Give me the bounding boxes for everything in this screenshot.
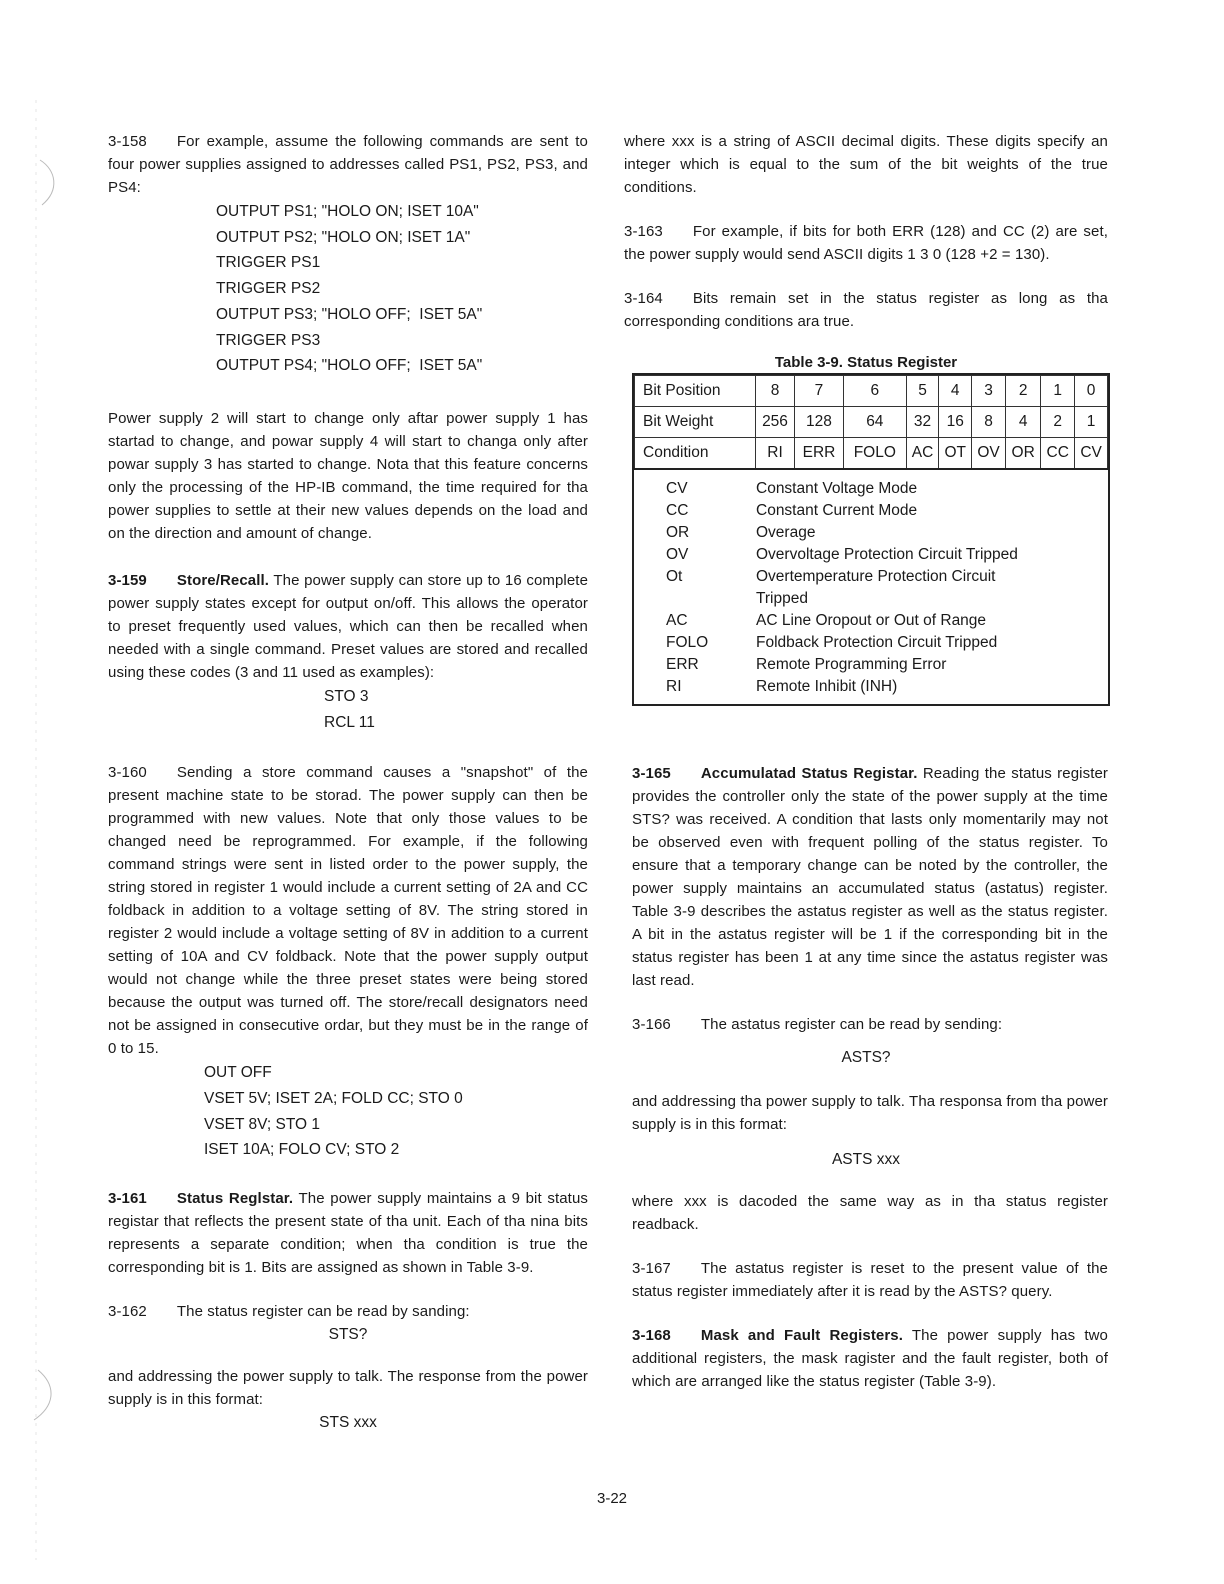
table-cell: FOLO [843, 438, 906, 470]
command-list [108, 199, 588, 379]
command-line: TRIGGER PS1 [216, 254, 321, 272]
table-cell: 8 [972, 407, 1006, 438]
paragraph-title: Store/Recall. [176, 571, 270, 589]
legend-abbr: Ot [666, 568, 683, 585]
table-cell: 128 [795, 407, 844, 438]
legend-item [666, 522, 1108, 544]
table-cell: OV [972, 438, 1006, 470]
sts-query: STS? [328, 1326, 368, 1344]
command-line: RCL 11 [324, 713, 375, 731]
paragraph-3-164 [624, 287, 1108, 333]
paragraph-3-158-continued: Power supply 2 will start to change only aftar power supply 1 has startad to change, and powar supply 4 will start to changa only after powar supply 3 has started to change. Nota that this feature concerns only the processing of the HP-IB command, the time required for tha power supplies to settle at their new values depends on the load and on the direction and amount of change. [108, 409, 588, 542]
paragraph-3-162 [108, 1300, 588, 1323]
legend-desc: Remote Programming Error [756, 656, 947, 673]
command-line: OUTPUT PS4; "HOLO OFF; ISET 5A" [216, 357, 483, 375]
command-line: TRIGGER PS2 [216, 280, 321, 298]
paragraph-3-158 [108, 130, 588, 199]
paragraph-number: 3-167 [632, 1260, 671, 1277]
right-column [624, 130, 1108, 1414]
paragraph-3-161 [108, 1187, 588, 1279]
table-cell: 256 [756, 407, 795, 438]
page-number: 3-22 [596, 1490, 628, 1507]
table-row-bit-weight [635, 407, 1108, 438]
paragraph-3-160 [108, 761, 588, 1060]
legend-item [666, 654, 1108, 676]
store-command-list [108, 1060, 588, 1163]
paragraph-text: Bits remain set in the status register as long as tha corresponding conditions ara true. [624, 290, 1108, 330]
paragraph-xxx-definition: where xxx is a string of ASCII decimal digits. These digits specify an integer which is equal to the sum of the bit weights of the true conditions. [624, 133, 1108, 196]
table-cell: 8 [756, 376, 795, 407]
table-cell: 6 [843, 376, 906, 407]
paragraph-text: Sending a store command causes a "snapshot" of the present machine state to be storad. The power supply can then be programmed with new values. Note that only those values to be changed need be reprogrammed. For example, if the following command strings were sent in listed order to the power supply, the string stored in register 1 would include a current setting of 2A and CC foldback in addition to a voltage setting of 8V. The string stored in register 2 would include a voltage setting of 8V in addition to a current setting of 10A and CV foldback. Note that the power supply output would not change while the three preset states were being stored because the output was turned off. The store/recall designators need not be assigned in consecutive ordar, but they must be in the range of 0 to 15. [108, 764, 588, 1058]
table-cell: AC [906, 438, 939, 470]
table-cell: 1 [1075, 407, 1108, 438]
left-column [108, 130, 588, 1435]
asts-query: ASTS? [841, 1049, 891, 1066]
legend-abbr: OR [666, 524, 690, 541]
table-cell: 0 [1075, 376, 1108, 407]
table-cell: 2 [1006, 376, 1041, 407]
paragraph-number: 3-160 [108, 764, 147, 782]
table-cell: 5 [906, 376, 939, 407]
legend-abbr: OV [666, 546, 689, 563]
table-cell: 1 [1041, 376, 1075, 407]
table-cell: ERR [795, 438, 844, 470]
legend-desc: Constant Voltage Mode [756, 480, 918, 497]
legend-item [666, 676, 1108, 698]
table-cell: 3 [972, 376, 1006, 407]
legend-item [666, 632, 1108, 654]
table-cell: 32 [906, 407, 939, 438]
legend-item [666, 478, 1108, 500]
paragraph-text: Reading the status register provides the controller only the state of the power supply at the time STS? was received. A condition that lasts only momentarily may not be observed even with frequent polling of the status register. To ensure that a temporary change can be noted by the controller, the power supply maintains an accumulated status (astatus) register. Table 3-9 describes the astatus register as well as the status register. A bit in the astatus register will be 1 if the corresponding bit in the status register has been 1 at any time since the astatus register was last read. [632, 765, 1108, 989]
legend-abbr: RI [666, 678, 682, 695]
table-cell: OT [939, 438, 972, 470]
paragraph-3-163 [624, 220, 1108, 266]
paragraph-3-162-continued: and addressing the power supply to talk. The response from the power supply is in this format: [108, 1368, 588, 1409]
command-line: TRIGGER PS3 [216, 331, 321, 349]
legend-abbr: CV [666, 480, 688, 497]
paragraph-title: Status Reglstar. [176, 1190, 294, 1208]
legend-abbr: AC [666, 612, 688, 629]
command-line: OUTPUT PS1; "HOLO ON; ISET 10A" [216, 203, 479, 220]
table-cell: 2 [1041, 407, 1075, 438]
legend-desc: AC Line Oropout or Out of Range [756, 612, 987, 629]
paragraph-number: 3-164 [624, 290, 663, 307]
table-cell: 4 [939, 376, 972, 407]
paragraph-number: 3-162 [108, 1303, 147, 1321]
command-line: VSET 5V; ISET 2A; FOLD CC; STO 0 [204, 1090, 463, 1108]
paragraph-3-168 [624, 1324, 1108, 1393]
paragraph-number: 3-161 [108, 1190, 147, 1208]
paragraph-title: Accumulatad Status Registar. [700, 765, 918, 782]
paragraph-3-165 [624, 762, 1108, 992]
table-cell: CC [1041, 438, 1075, 470]
store-recall-codes [108, 684, 588, 735]
paragraph-number: 3-163 [624, 223, 663, 240]
paragraph-3-166-note: where xxx is dacoded the same way as in tha status register readback. [632, 1193, 1108, 1233]
paragraph-number: 3-168 [632, 1327, 671, 1344]
command-line: STO 3 [324, 687, 369, 705]
paragraph-text: The astatus register can be read by sending: [700, 1016, 1003, 1033]
paragraph-text: The status register can be read by sanding: [176, 1303, 470, 1321]
paragraph-text: The power supply has two additional registers, the mask ragister and the fault register, both of which are arranged like the status register (Table 3-9). [632, 1327, 1108, 1390]
legend-desc: Overvoltage Protection Circuit Tripped [756, 546, 1018, 563]
legend-abbr: CC [666, 502, 689, 519]
table-cell: RI [756, 438, 795, 470]
legend-desc: Overage [756, 524, 816, 541]
legend-abbr: FOLO [666, 634, 709, 651]
row-header: Condition [635, 438, 756, 470]
legend-desc: Remote Inhibit (INH) [756, 678, 898, 695]
table-row-bit-position [635, 376, 1108, 407]
table-row-condition [635, 438, 1108, 470]
legend-abbr: ERR [666, 656, 699, 673]
asts-response-format: ASTS xxx [831, 1151, 901, 1168]
paragraph-title: Mask and Fault Registers. [700, 1327, 904, 1344]
command-line: OUT OFF [204, 1064, 272, 1082]
table-cell: 4 [1006, 407, 1041, 438]
legend-desc: Constant Current Mode [756, 502, 918, 519]
paragraph-3-167 [624, 1257, 1108, 1303]
paragraph-number: 3-166 [632, 1016, 671, 1033]
paragraph-3-159 [108, 569, 588, 684]
paragraph-text: The power supply maintains a 9 bit status registar that reflects the present state of tha unit. Each of tha nina bits represents a separate condition; when tha condition is true the corresponding bit is 1. Bits are assigned as shown in Table 3-9. [108, 1190, 588, 1277]
sts-response-format: STS xxx [319, 1414, 377, 1432]
command-line: VSET 8V; STO 1 [204, 1115, 321, 1133]
paragraph-text: For example, assume the following commands are sent to four power supplies assigned to addresses called PS1, PS2, PS3, and PS4: [108, 133, 588, 196]
table-cell: CV [1075, 438, 1108, 470]
legend-item [666, 610, 1108, 632]
command-line: OUTPUT PS2; "HOLO ON; ISET 1A" [216, 228, 471, 246]
table-cell: OR [1006, 438, 1041, 470]
command-line: OUTPUT PS3; "HOLO OFF; ISET 5A" [216, 305, 483, 323]
row-header: Bit Position [635, 376, 756, 407]
paragraph-3-166-continued: and addressing tha power supply to talk. Tha responsa from tha power supply is in this format: [632, 1093, 1108, 1133]
legend-item [666, 544, 1108, 566]
table-caption: Table 3-9. Status Register [774, 354, 958, 371]
legend-desc: Foldback Protection Circuit Tripped [756, 634, 998, 651]
scan-margin-mark [26, 100, 66, 1560]
condition-legend [634, 470, 1108, 704]
paragraph-number: 3-165 [632, 765, 671, 782]
legend-item [666, 566, 1108, 610]
paragraph-number: 3-158 [108, 133, 147, 150]
table-cell: 16 [939, 407, 972, 438]
bit-table [634, 375, 1108, 470]
paragraph-text: The astatus register is reset to the present value of the status register immediately after it is read by the ASTS? query. [632, 1260, 1108, 1300]
status-register-table [632, 373, 1110, 706]
legend-item [666, 500, 1108, 522]
paragraph-text: For example, if bits for both ERR (128) and CC (2) are set, the power supply would send ASCII digits 1 3 0 (128 +2 = 130). [624, 223, 1108, 263]
legend-desc: Overtemperature Protection Circuit Tripped [756, 568, 996, 607]
row-header: Bit Weight [635, 407, 756, 438]
table-cell: 7 [795, 376, 844, 407]
paragraph-text: The power supply can store up to 16 complete power supply states except for output on/off. This allows the operator to preset frequently used values, which can then be recalled when needed with a single command. Preset values are stored and recalled using these codes (3 and 11 used as examples): [108, 571, 589, 681]
table-cell: 64 [843, 407, 906, 438]
command-line: ISET 10A; FOLO CV; STO 2 [204, 1141, 400, 1159]
paragraph-number: 3-159 [108, 571, 147, 589]
paragraph-3-166 [624, 1013, 1108, 1036]
